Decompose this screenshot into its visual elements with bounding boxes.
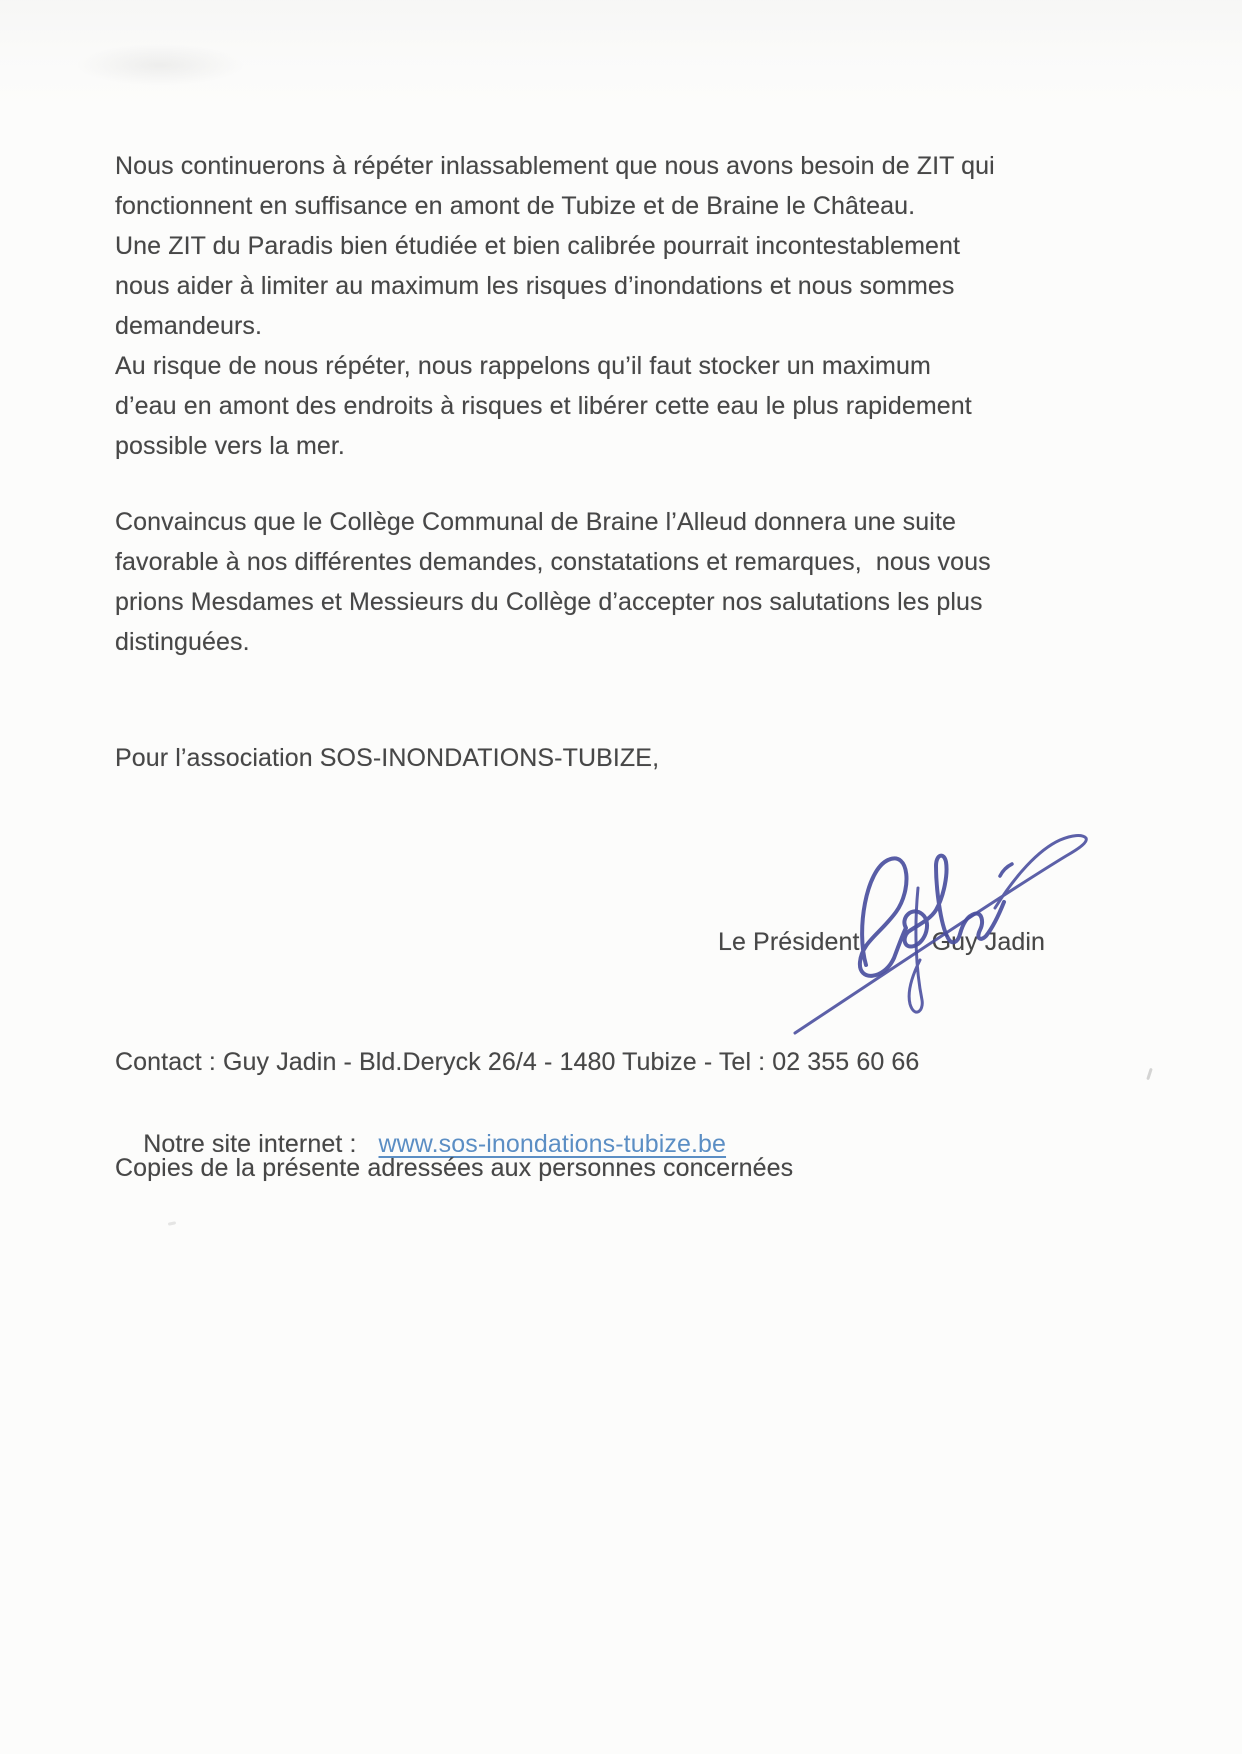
paragraph-closing-salutation [115,502,991,662]
text-line: Au risque de nous répéter, nous rappelons qu’il faut stocker un maximum [115,352,931,380]
text-line: Une ZIT du Paradis bien étudiée et bien calibrée pourrait incontestablement [115,232,961,260]
website-link[interactable]: www.sos-inondations-tubize.be [378,1130,727,1158]
text-line: Convaincus que le Collège Communal de Braine l’Alleud donnera une suite [115,508,956,536]
handwritten-signature [770,790,1100,1045]
text-line: possible vers la mer. [115,432,345,460]
paragraph-zit-necessity [115,146,995,466]
scan-speck [168,1221,176,1226]
contact-line: Contact : Guy Jadin - Bld.Deryck 26/4 - 1480 Tubize - Tel : 02 355 60 66 [115,1048,920,1076]
scan-speck [1146,1068,1153,1080]
text-line: d’eau en amont des endroits à risques et libérer cette eau le plus rapidement [115,392,972,420]
text-line: fonctionnent en suffisance en amont de Tubize et de Braine le Château. [115,192,916,220]
text-line: Nous continuerons à répéter inlassablement que nous avons besoin de ZIT qui [115,152,995,180]
text-line: nous aider à limiter au maximum les risques d’inondations et nous sommes [115,272,955,300]
website-label: Notre site internet : [143,1130,357,1158]
association-signature-line: Pour l’association SOS-INONDATIONS-TUBIZE, [115,744,660,772]
text-line: distinguées. [115,628,250,656]
text-line: prions Mesdames et Messieurs du Collège d’accepter nos salutations les plus [115,588,983,616]
text-line: favorable à nos différentes demandes, constatations et remarques, nous vous [115,548,991,576]
text-line: demandeurs. [115,312,263,340]
president-title: Le Président [718,928,860,956]
scan-noise-band [0,0,1242,110]
president-name: Guy Jadin [931,928,1046,956]
copies-note: Copies de la présente adressées aux personnes concernées [115,1154,794,1182]
